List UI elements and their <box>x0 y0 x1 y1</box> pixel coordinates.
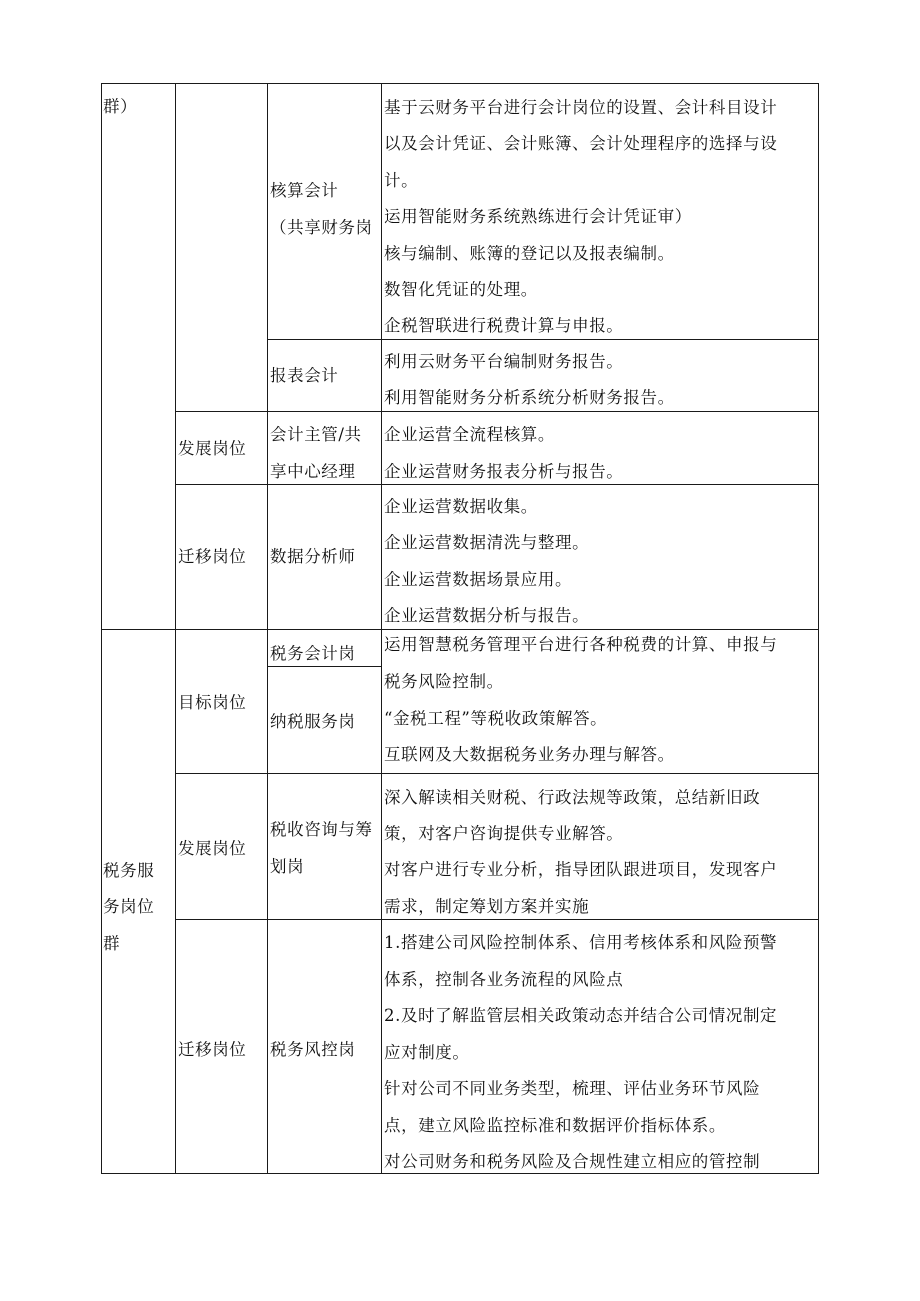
duty-line: 利用云财务平台编制财务报告。 <box>384 352 624 371</box>
duty-line: “金税工程”等税收政策解答。 <box>384 709 608 728</box>
duty-line: 数智化凭证的处理。 <box>384 280 538 299</box>
duty-line: 针对公司不同业务类型，梳理、评估业务环节风险 <box>384 1079 761 1098</box>
duty-line: 企业运营数据场景应用。 <box>384 570 573 589</box>
category-line: 群 <box>103 934 121 953</box>
position-cell: 核算会计 <box>270 181 339 200</box>
position-cell: 纳税服务岗 <box>270 712 356 731</box>
duty-line: 需求，制定筹划方案并实施 <box>384 897 590 916</box>
duty-line: 企业运营数据分析与报告。 <box>384 606 590 625</box>
position-cell: 税务会计岗 <box>270 644 356 663</box>
duty-line: 以及会计凭证、会计账簿、会计处理程序的选择与设 <box>384 134 778 153</box>
category-line: 税务服 <box>103 861 155 880</box>
duty-line: 企业运营数据收集。 <box>384 497 538 516</box>
duty-line: 运用智能财务系统熟练进行会计凭证审） <box>384 207 692 226</box>
position-cell: 数据分析师 <box>270 547 356 566</box>
duty-line: 企业运营全流程核算。 <box>384 425 555 444</box>
position-note: （共享财务岗 <box>270 218 373 237</box>
position-cell: 报表会计 <box>270 366 339 385</box>
duty-line: 点，建立风险监控标准和数据评价指标体系。 <box>384 1116 726 1135</box>
duty-line: 计。 <box>384 171 419 190</box>
duty-line: 应对制度。 <box>384 1043 470 1062</box>
duty-line: 基于云财务平台进行会计岗位的设置、会计科目设计 <box>384 98 778 117</box>
duty-line: 策，对客户咨询提供专业解答。 <box>384 824 624 843</box>
duty-line: 企税智联进行税费计算与申报。 <box>384 316 624 335</box>
duty-line: 利用智能财务分析系统分析财务报告。 <box>384 388 675 407</box>
level-cell: 迁移岗位 <box>178 1040 247 1059</box>
level-cell: 迁移岗位 <box>178 547 247 566</box>
duty-line: 体系，控制各业务流程的风险点 <box>384 970 624 989</box>
position-line: 税收咨询与筹 <box>270 820 373 839</box>
position-line: 划岗 <box>270 857 305 876</box>
duty-line: 互联网及大数据税务业务办理与解答。 <box>384 745 675 764</box>
position-line: 会计主管/共 <box>270 425 362 444</box>
duty-line: 对公司财务和税务风险及合规性建立相应的管控制 <box>384 1152 761 1171</box>
duty-line: 深入解读相关财税、行政法规等政策，总结新旧政 <box>384 788 761 807</box>
duty-line: 企业运营财务报表分析与报告。 <box>384 462 624 481</box>
category-line: 务岗位 <box>103 897 155 916</box>
level-cell: 目标岗位 <box>178 693 247 712</box>
position-cell: 税务风控岗 <box>270 1040 356 1059</box>
duty-line: 企业运营数据清洗与整理。 <box>384 533 590 552</box>
level-cell: 发展岗位 <box>178 439 247 458</box>
duty-line: 对客户进行专业分析，指导团队跟进项目，发现客户 <box>384 860 778 879</box>
duty-line: 运用智慧税务管理平台进行各种税费的计算、申报与 <box>384 635 778 654</box>
duty-line: 1.搭建公司风险控制体系、信用考核体系和风险预警 <box>384 933 778 952</box>
duty-line: 税务风险控制。 <box>384 672 504 691</box>
category-cell-continued: 群） <box>103 97 138 116</box>
duty-line: 核与编制、账簿的登记以及报表编制。 <box>384 244 675 263</box>
position-line: 享中心经理 <box>270 462 356 481</box>
level-cell: 发展岗位 <box>178 839 247 858</box>
duty-line: 2.及时了解监管层相关政策动态并结合公司情况制定 <box>384 1006 778 1025</box>
